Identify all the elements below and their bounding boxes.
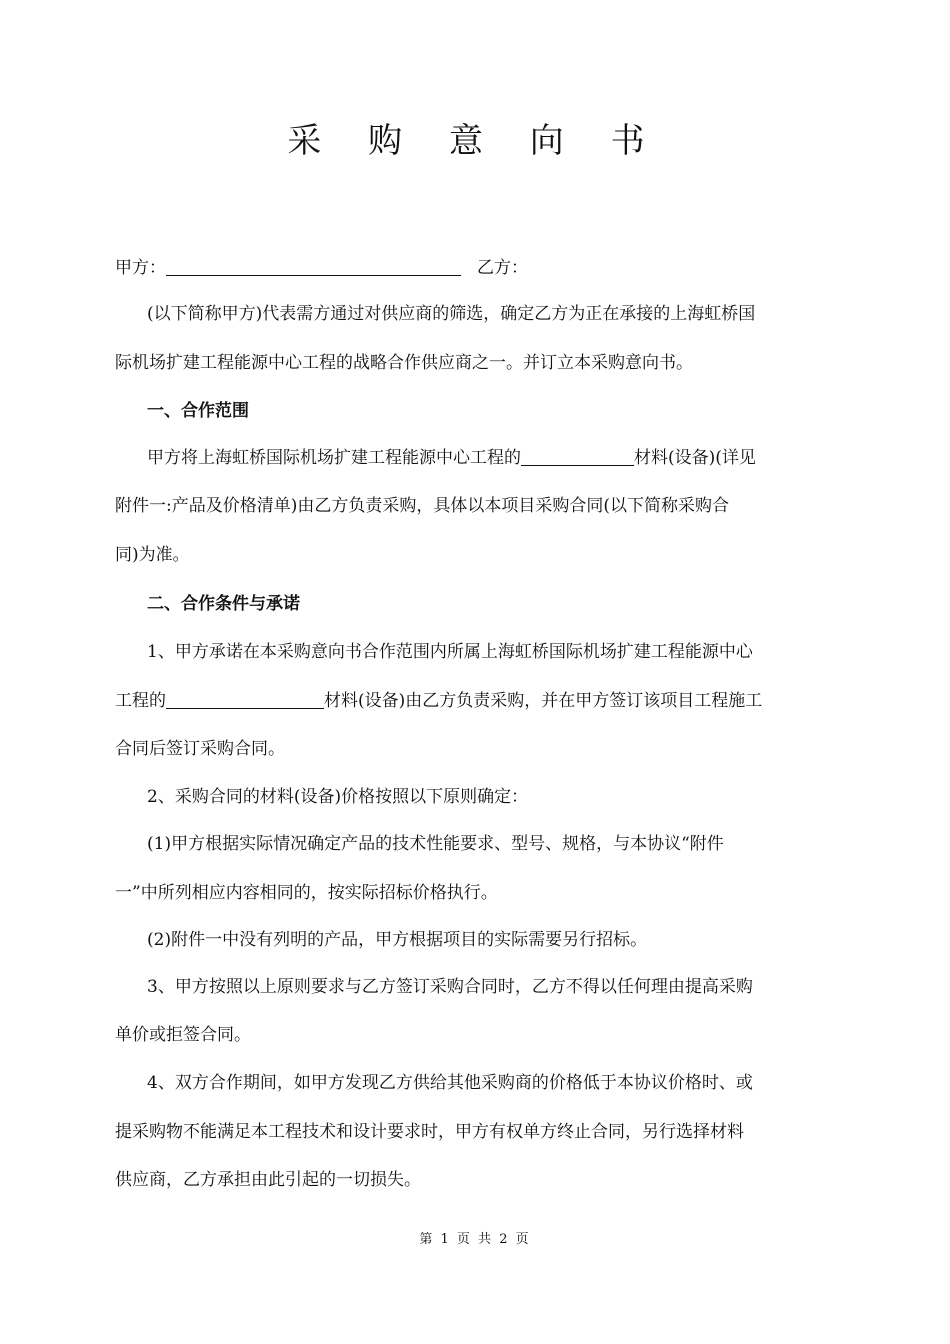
intro-line-2: 际机场扩建工程能源中心工程的战略合作供应商之一。并订立本采购意向书。 [115, 353, 693, 373]
item-1-text-after: 材料(设备)由乙方负责采购，并在甲方签订该项目工程施工 [324, 691, 763, 711]
section-1-line-2: 附件一:产品及价格清单)由乙方负责采购，具体以本项目采购合同(以下简称采购合 [115, 496, 729, 516]
item-2-1-line-1: (1)甲方根据实际情况确定产品的技术性能要求、型号、规格，与本协议“附件 [147, 834, 724, 854]
material-blank-1 [521, 445, 634, 466]
material-blank-2 [166, 688, 324, 709]
party-b-label: 乙方： [477, 258, 528, 278]
page-number-footer: 第 1 页 共 2 页 [419, 1232, 531, 1247]
section-1-text-before: 甲方将上海虹桥国际机场扩建工程能源中心工程的 [147, 448, 521, 468]
item-3-line-1: 3、甲方按照以上原则要求与乙方签订采购合同时，乙方不得以任何理由提高采购 [147, 977, 753, 997]
item-1-line-1: 1、甲方承诺在本采购意向书合作范围内所属上海虹桥国际机场扩建工程能源中心 [147, 642, 753, 662]
item-4-line-2: 提采购物不能满足本工程技术和设计要求时，甲方有权单方终止合同，另行选择材料 [115, 1122, 744, 1142]
item-1-line-2 [115, 687, 840, 715]
section-2-heading: 二、合作条件与承诺 [147, 594, 300, 614]
section-1-line-3: 同)为准。 [115, 545, 190, 565]
intro-line-1: (以下简称甲方)代表需方通过对供应商的筛选，确定乙方为正在承接的上海虹桥国 [147, 304, 756, 324]
section-1-heading: 一、合作范围 [147, 401, 249, 421]
section-1-line-1 [115, 444, 872, 472]
parties-line [115, 254, 840, 282]
section-1-text-after: 材料(设备)(详见 [634, 448, 756, 468]
party-a-label: 甲方： [115, 258, 166, 278]
item-4-line-3: 供应商，乙方承担由此引起的一切损失。 [115, 1170, 421, 1190]
item-2-2-line: (2)附件一中没有列明的产品，甲方根据项目的实际需要另行招标。 [147, 930, 648, 950]
item-3-line-2: 单价或拒签合同。 [115, 1025, 251, 1045]
item-4-line-1: 4、双方合作期间，如甲方发现乙方供给其他采购商的价格低于本协议价格时、或 [147, 1073, 753, 1093]
document-title: 采 购 意 向 书 [287, 121, 663, 161]
party-a-blank [166, 255, 461, 276]
item-2-line: 2、采购合同的材料(设备)价格按照以下原则确定： [147, 787, 529, 807]
item-1-line-3: 合同后签订采购合同。 [115, 739, 285, 759]
item-2-1-line-2: 一”中所列相应内容相同的，按实际招标价格执行。 [115, 883, 498, 903]
item-1-text-before: 工程的 [115, 691, 166, 711]
